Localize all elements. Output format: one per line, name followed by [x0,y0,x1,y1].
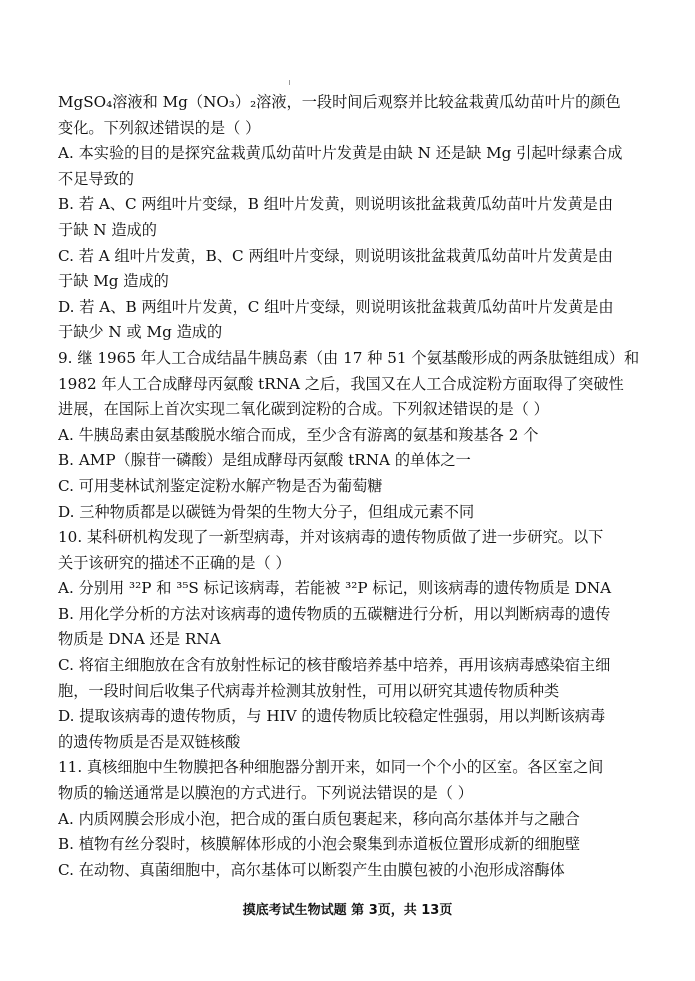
option-c-line: C. 将宿主细胞放在含有放射性标记的核苷酸培养基中培养，再用该病毒感染宿主细 [58,656,611,675]
option-c-line: 于缺 Mg 造成的 [58,272,169,291]
page-footer: 摸底考试生物试题 第 3页，共 13页 [242,903,453,918]
option-c-line: C. 若 A 组叶片发黄，B、C 两组叶片变绿，则说明该批盆栽黄瓜幼苗叶片发黄是由 [58,246,613,265]
question-stem-line: 物质的输送通常是以膜泡的方式进行。下列说法错误的是（ ） [58,784,473,803]
question-stem-line: 9. 继 1965 年人工合成结晶牛胰岛素（由 17 种 51 个氨基酸形成的两条肽链组成）和 [58,348,640,367]
option-b-line: 物质是 DNA 还是 RNA [58,630,221,649]
option-c-line: C. 在动物、真菌细胞中，高尔基体可以断裂产生由膜包被的小泡形成溶酶体 [58,860,565,879]
question-10 [58,525,648,755]
option-c-line: C. 可用斐林试剂鉴定淀粉水解产物是否为葡萄糖 [58,476,383,495]
question-stem-line: MgSO₄溶液和 Mg（NO₃）₂溶液，一段时间后观察并比较盆栽黄瓜幼苗叶片的颜色 [58,93,621,111]
option-d-line: D. 提取该病毒的遗传物质，与 HIV 的遗传物质比较稳定性强弱，用以判断该病毒 [58,707,606,726]
page-content [58,90,648,883]
option-b-line: B. 植物有丝分裂时，核膜解体形成的小泡会聚集到赤道板位置形成新的细胞壁 [58,835,581,854]
option-a-line: A. 分别用 ³²P 和 ³⁵S 标记该病毒，若能被 ³²P 标记，则该病毒的遗传物质是 DNA [58,579,612,598]
question-9 [58,346,648,525]
option-b-line: B. 用化学分析的方法对该病毒的遗传物质的五碳糖进行分析，用以判断病毒的遗传 [58,604,611,623]
question-stem-line: 10. 某科研机构发现了一新型病毒，并对该病毒的遗传物质做了进一步研究。以下 [58,528,604,547]
option-a-line: A. 牛胰岛素由氨基酸脱水缩合而成，至少含有游离的氨基和羧基各 2 个 [58,425,539,444]
option-b-line: B. AMP（腺苷一磷酸）是组成酵母丙氨酸 tRNA 的单体之一 [58,451,471,470]
option-a-line: A. 本实验的目的是探究盆栽黄瓜幼苗叶片发黄是由缺 N 还是缺 Mg 引起叶绿素合成 [58,144,623,163]
option-d-line: D. 若 A、B 两组叶片发黄，C 组叶片变绿，则说明该批盆栽黄瓜幼苗叶片发黄是由 [58,297,614,316]
option-d-line: 于缺少 N 或 Mg 造成的 [58,323,223,342]
option-b-line: B. 若 A、C 两组叶片变绿，B 组叶片发黄，则说明该批盆栽黄瓜幼苗叶片发黄是由 [58,195,614,214]
option-a-line: 不足导致的 [58,169,134,188]
question-stem-line: 1982 年人工合成酵母丙氨酸 tRNA 之后，我国又在人工合成淀粉方面取得了突破性 [58,374,624,393]
question-stem-line: 关于该研究的描述不正确的是（ ） [58,553,291,572]
option-d-line: 的遗传物质是否是双链核酸 [58,732,241,751]
option-b-line: 于缺 N 造成的 [58,220,157,239]
question-stem-line: 变化。下列叙述错误的是（ ） [58,118,261,137]
question-stem-line: 进展，在国际上首次实现二氧化碳到淀粉的合成。下列叙述错误的是（ ） [58,400,549,419]
option-a-line: A. 内质网膜会形成小泡，把合成的蛋白质包裹起来，移向高尔基体并与之融合 [58,809,580,828]
scan-mark [289,80,290,85]
question-11 [58,755,648,883]
question-stem-line: 11. 真核细胞中生物膜把各种细胞器分割开来，如同一个个小的区室。各区室之间 [58,758,604,777]
option-d-line: D. 三种物质都是以碳链为骨架的生物大分子，但组成元素不同 [58,502,475,521]
question-8 [58,90,648,346]
option-c-line: 胞，一段时间后收集子代病毒并检测其放射性，可用以研究其遗传物质种类 [58,681,560,700]
